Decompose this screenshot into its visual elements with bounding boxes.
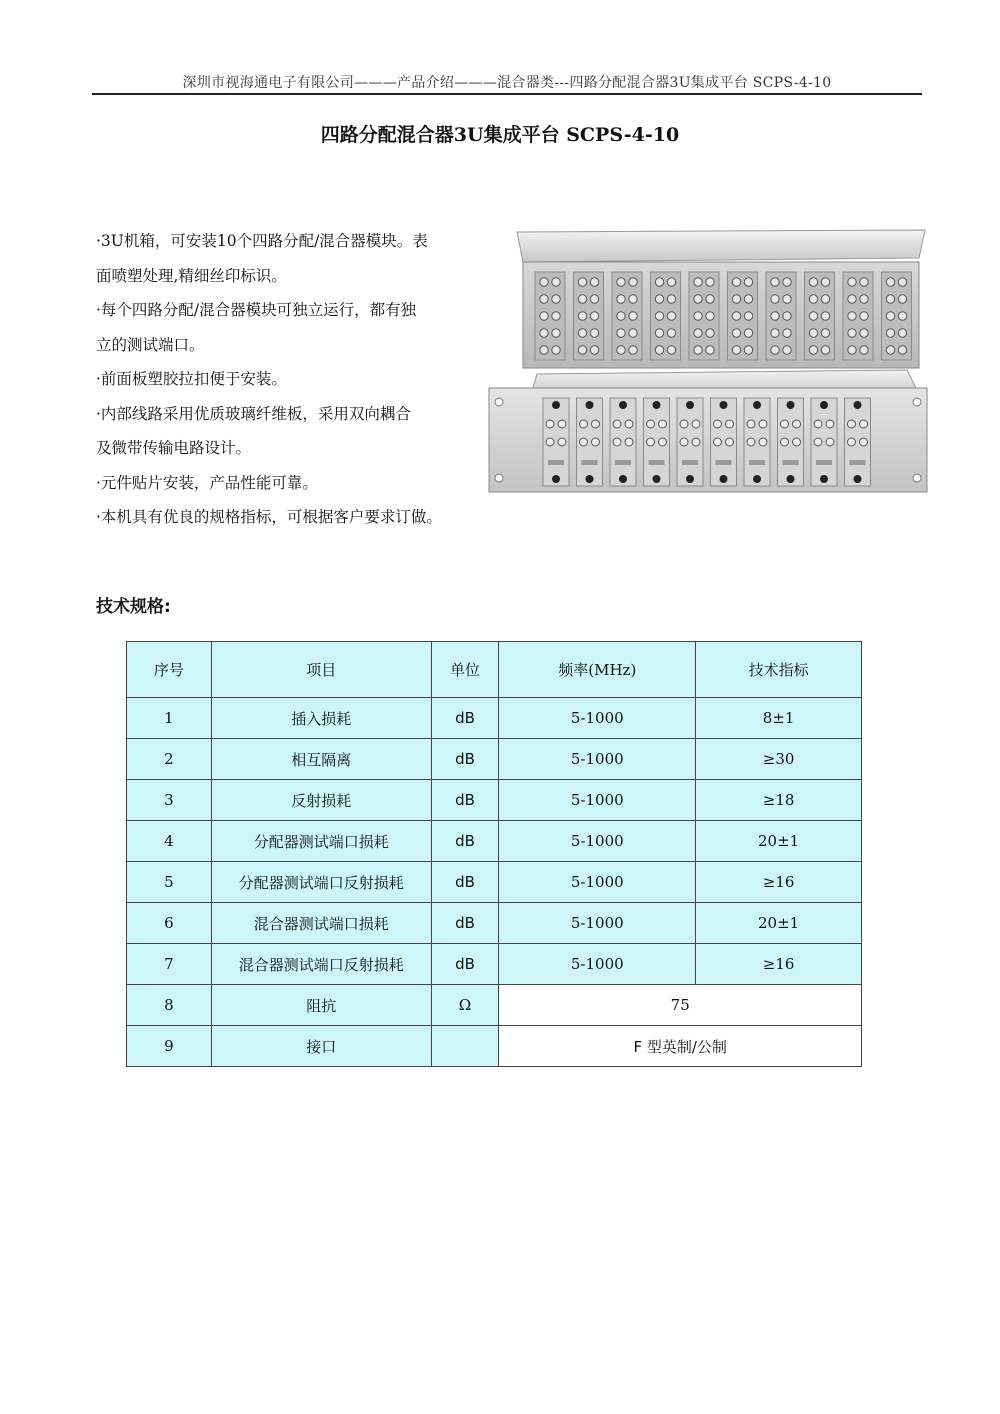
header-freq: 频率(MHz): [499, 642, 696, 698]
spec-table: [126, 641, 862, 1067]
f-connector: [821, 278, 829, 286]
f-connector: [540, 278, 548, 286]
f-connector: [706, 329, 714, 337]
cell-no: 3: [127, 780, 212, 821]
feature-line: 面喷塑处理,精细丝印标识。: [96, 266, 287, 285]
f-connector: [732, 329, 740, 337]
f-connector: [552, 295, 560, 303]
feature-line: ·3U机箱，可安装10个四路分配/混合器模块。表: [96, 232, 428, 250]
f-connector: [552, 312, 560, 320]
f-connector: [540, 346, 548, 354]
f-connector: [590, 295, 598, 303]
f-connector: [860, 278, 868, 286]
cell-freq: 5-1000: [499, 780, 696, 821]
f-connector: [744, 295, 752, 303]
cell-freq: 5-1000: [499, 698, 696, 739]
module-label-plate: [582, 460, 598, 465]
panel-latch: [787, 401, 795, 409]
module-label-plate: [783, 460, 799, 465]
f-connector: [744, 346, 752, 354]
f-connector: [714, 420, 722, 428]
f-connector: [590, 329, 598, 337]
panel-latch: [653, 475, 661, 483]
f-connector: [821, 312, 829, 320]
feature-line: ·每个四路分配/混合器模块可独立运行，都有独: [96, 301, 417, 319]
f-connector: [783, 329, 791, 337]
module-label-plate: [716, 460, 732, 465]
f-connector: [667, 346, 675, 354]
f-connector: [726, 438, 734, 446]
f-connector: [659, 438, 667, 446]
cell-unit: dB: [431, 698, 499, 739]
f-connector: [694, 329, 702, 337]
f-connector: [540, 295, 548, 303]
f-connector: [578, 346, 586, 354]
cell-item: 分配器测试端口反射损耗: [211, 862, 431, 903]
f-connector: [860, 329, 868, 337]
table-header-row: [127, 642, 862, 698]
f-connector: [860, 346, 868, 354]
panel-latch: [653, 401, 661, 409]
f-connector: [809, 346, 817, 354]
f-connector: [592, 438, 600, 446]
cell-item: 相互隔离: [211, 739, 431, 780]
f-connector: [759, 438, 767, 446]
cell-value: F 型英制/公制: [499, 1026, 862, 1067]
feature-line: 立的测试端口。: [96, 335, 205, 354]
f-connector: [655, 329, 663, 337]
panel-latch: [686, 475, 694, 483]
f-connector: [809, 295, 817, 303]
f-connector: [744, 329, 752, 337]
f-connector: [747, 420, 755, 428]
cell-spec: 20±1: [696, 821, 862, 862]
cell-freq: 5-1000: [499, 862, 696, 903]
table-row: [127, 903, 862, 944]
page-header: 深圳市视海通电子有限公司———产品介绍———混合器类---四路分配混合器3U集成平台 SCPS-4-10: [182, 75, 832, 91]
f-connector: [826, 438, 834, 446]
f-connector: [732, 346, 740, 354]
panel-latch: [753, 475, 761, 483]
cell-no: 4: [127, 821, 212, 862]
panel-latch: [753, 401, 761, 409]
f-connector: [692, 438, 700, 446]
header-spec: 技术指标: [696, 642, 862, 698]
cell-item: 接口: [211, 1026, 431, 1067]
f-connector: [617, 346, 625, 354]
f-connector: [848, 295, 856, 303]
f-connector: [826, 420, 834, 428]
f-connector: [714, 438, 722, 446]
f-connector: [886, 312, 894, 320]
f-connector: [629, 278, 637, 286]
f-connector: [860, 438, 868, 446]
f-connector: [706, 312, 714, 320]
panel-latch: [720, 401, 728, 409]
f-connector: [625, 438, 633, 446]
cell-no: 7: [127, 944, 212, 985]
panel-latch: [854, 475, 862, 483]
f-connector: [617, 329, 625, 337]
f-connector: [848, 346, 856, 354]
panel-latch: [552, 401, 560, 409]
f-connector: [680, 420, 688, 428]
panel-latch: [854, 401, 862, 409]
f-connector: [898, 312, 906, 320]
header-no: 序号: [127, 642, 212, 698]
f-connector: [860, 295, 868, 303]
module-label-plate: [615, 460, 631, 465]
cell-unit: dB: [431, 862, 499, 903]
f-connector: [667, 312, 675, 320]
f-connector: [552, 278, 560, 286]
f-connector: [558, 420, 566, 428]
f-connector: [578, 329, 586, 337]
table-row: [127, 944, 862, 985]
f-connector: [732, 278, 740, 286]
table-row: [127, 739, 862, 780]
f-connector: [809, 312, 817, 320]
f-connector: [694, 312, 702, 320]
cell-value: 75: [499, 985, 862, 1026]
f-connector: [783, 295, 791, 303]
f-connector: [578, 312, 586, 320]
f-connector: [781, 420, 789, 428]
f-connector: [886, 329, 894, 337]
f-connector: [578, 278, 586, 286]
module-label-plate: [749, 460, 765, 465]
panel-latch: [720, 475, 728, 483]
f-connector: [744, 312, 752, 320]
table-row: [127, 1026, 862, 1067]
module-label-plate: [682, 460, 698, 465]
f-connector: [625, 420, 633, 428]
f-connector: [809, 329, 817, 337]
f-connector: [629, 346, 637, 354]
cell-unit: dB: [431, 903, 499, 944]
f-connector: [655, 278, 663, 286]
f-connector: [590, 346, 598, 354]
f-connector: [706, 346, 714, 354]
f-connector: [747, 438, 755, 446]
f-connector: [655, 346, 663, 354]
f-connector: [848, 312, 856, 320]
product-photo: [487, 224, 930, 498]
panel-latch: [619, 475, 627, 483]
f-connector: [667, 329, 675, 337]
f-connector: [706, 295, 714, 303]
f-connector: [771, 312, 779, 320]
f-connector: [898, 329, 906, 337]
cell-no: 5: [127, 862, 212, 903]
f-connector: [590, 312, 598, 320]
f-connector: [694, 295, 702, 303]
f-connector: [821, 329, 829, 337]
cell-unit: dB: [431, 944, 499, 985]
table-row: [127, 698, 862, 739]
f-connector: [848, 278, 856, 286]
panel-latch: [787, 475, 795, 483]
feature-line: 及微带传输电路设计。: [96, 439, 252, 457]
table-row: [127, 985, 862, 1026]
cell-no: 2: [127, 739, 212, 780]
f-connector: [629, 312, 637, 320]
f-connector: [809, 278, 817, 286]
cell-item: 混合器测试端口反射损耗: [211, 944, 431, 985]
f-connector: [552, 346, 560, 354]
f-connector: [793, 438, 801, 446]
f-connector: [655, 295, 663, 303]
module-label-plate: [649, 460, 665, 465]
f-connector: [540, 329, 548, 337]
f-connector: [771, 346, 779, 354]
f-connector: [898, 346, 906, 354]
cell-unit: [431, 1026, 499, 1067]
f-connector: [860, 420, 868, 428]
table-row: [127, 862, 862, 903]
front-view-chassis: [489, 370, 927, 492]
cell-spec: ≥16: [696, 862, 862, 903]
f-connector: [848, 438, 856, 446]
f-connector: [580, 420, 588, 428]
cell-unit: dB: [431, 821, 499, 862]
cell-no: 9: [127, 1026, 212, 1067]
panel-latch: [820, 401, 828, 409]
f-connector: [692, 420, 700, 428]
cell-item: 分配器测试端口损耗: [211, 821, 431, 862]
f-connector: [726, 420, 734, 428]
feature-line: ·内部线路采用优质玻璃纤维板，采用双向耦合: [96, 404, 411, 423]
f-connector: [592, 420, 600, 428]
f-connector: [694, 346, 702, 354]
f-connector: [546, 438, 554, 446]
f-connector: [814, 438, 822, 446]
f-connector: [886, 346, 894, 354]
f-connector: [783, 312, 791, 320]
header-rule: [92, 93, 922, 95]
cell-spec: 20±1: [696, 903, 862, 944]
f-connector: [667, 295, 675, 303]
f-connector: [814, 420, 822, 428]
f-connector: [886, 295, 894, 303]
f-connector: [540, 312, 548, 320]
cell-item: 反射损耗: [211, 780, 431, 821]
f-connector: [629, 295, 637, 303]
f-connector: [655, 312, 663, 320]
panel-latch: [619, 401, 627, 409]
panel-latch: [686, 401, 694, 409]
header-unit: 单位: [431, 642, 499, 698]
f-connector: [744, 278, 752, 286]
f-connector: [783, 278, 791, 286]
f-connector: [706, 278, 714, 286]
f-connector: [680, 438, 688, 446]
document-title: 四路分配混合器3U集成平台 SCPS-4-10: [320, 124, 680, 146]
panel-latch: [820, 475, 828, 483]
table-row: [127, 780, 862, 821]
f-connector: [886, 278, 894, 286]
f-connector: [552, 329, 560, 337]
f-connector: [659, 420, 667, 428]
f-connector: [848, 420, 856, 428]
table-row: [127, 821, 862, 862]
f-connector: [793, 420, 801, 428]
f-connector: [617, 295, 625, 303]
cell-unit: Ω: [431, 985, 499, 1026]
f-connector: [647, 420, 655, 428]
f-connector: [898, 295, 906, 303]
cell-item: 混合器测试端口损耗: [211, 903, 431, 944]
f-connector: [848, 329, 856, 337]
f-connector: [732, 312, 740, 320]
cell-no: 8: [127, 985, 212, 1026]
cell-no: 6: [127, 903, 212, 944]
cell-item: 阻抗: [211, 985, 431, 1026]
f-connector: [783, 346, 791, 354]
cell-no: 1: [127, 698, 212, 739]
f-connector: [578, 295, 586, 303]
cell-item: 插入损耗: [211, 698, 431, 739]
cell-freq: 5-1000: [499, 739, 696, 780]
f-connector: [580, 438, 588, 446]
feature-line: ·元件贴片安装，产品性能可靠。: [96, 473, 318, 492]
f-connector: [629, 329, 637, 337]
specs-heading: 技术规格:: [96, 597, 171, 617]
cell-freq: 5-1000: [499, 944, 696, 985]
f-connector: [546, 420, 554, 428]
panel-latch: [586, 475, 594, 483]
f-connector: [617, 312, 625, 320]
f-connector: [781, 438, 789, 446]
module-label-plate: [548, 460, 564, 465]
f-connector: [617, 278, 625, 286]
cell-spec: ≥16: [696, 944, 862, 985]
cell-spec: 8±1: [696, 698, 862, 739]
f-connector: [558, 438, 566, 446]
panel-latch: [586, 401, 594, 409]
module-label-plate: [816, 460, 832, 465]
f-connector: [647, 438, 655, 446]
f-connector: [771, 295, 779, 303]
rear-view-chassis: [517, 230, 925, 368]
f-connector: [613, 420, 621, 428]
f-connector: [667, 278, 675, 286]
f-connector: [821, 295, 829, 303]
f-connector: [694, 278, 702, 286]
cell-spec: ≥18: [696, 780, 862, 821]
feature-line: ·本机具有优良的规格指标，可根据客户要求订做。: [96, 508, 442, 526]
f-connector: [860, 312, 868, 320]
f-connector: [613, 438, 621, 446]
f-connector: [821, 346, 829, 354]
cell-spec: ≥30: [696, 739, 862, 780]
f-connector: [771, 278, 779, 286]
cell-freq: 5-1000: [499, 903, 696, 944]
feature-list: [96, 224, 506, 535]
f-connector: [898, 278, 906, 286]
f-connector: [771, 329, 779, 337]
cell-unit: dB: [431, 780, 499, 821]
module-label-plate: [850, 460, 866, 465]
cell-freq: 5-1000: [499, 821, 696, 862]
f-connector: [590, 278, 598, 286]
panel-latch: [552, 475, 560, 483]
f-connector: [759, 420, 767, 428]
header-item: 项目: [211, 642, 431, 698]
f-connector: [732, 295, 740, 303]
cell-unit: dB: [431, 739, 499, 780]
feature-line: ·前面板塑胶拉扣便于安装。: [96, 370, 287, 388]
